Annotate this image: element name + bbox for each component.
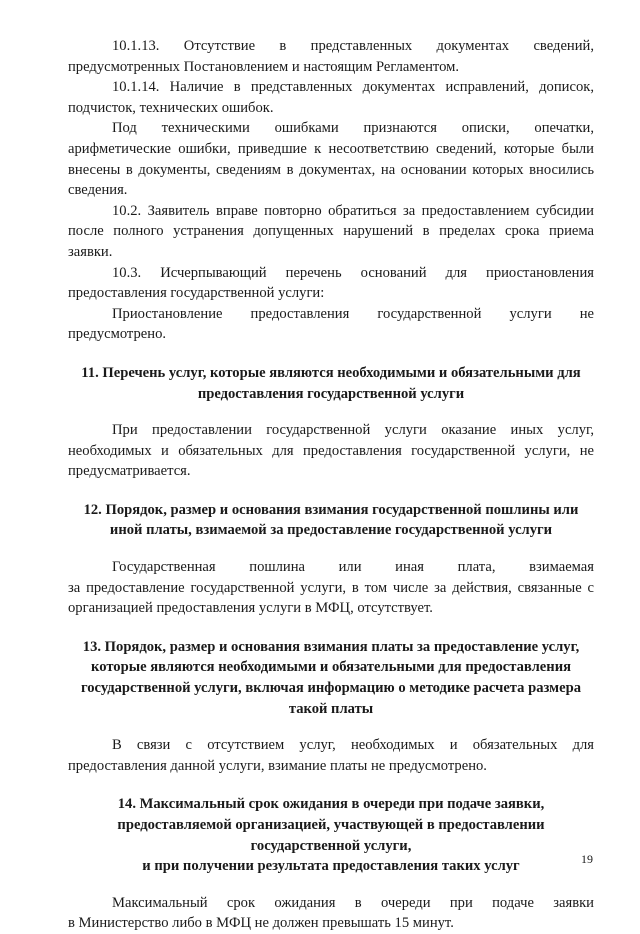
document-page	[68, 36, 594, 934]
section-12-text-first-line: Государственная пошлина или иная плата, взимаемая	[112, 559, 594, 576]
section-12-text: за предоставление государственной услуги, в том числе за действия, связанные с организацией предоставления услуги в МФЦ, отсутствует.	[68, 579, 594, 617]
section-11-heading-line: предоставления государственной услуги	[197, 385, 465, 402]
section-13-heading-line: такой платы	[288, 700, 374, 717]
section-13-text: В связи с отсутствием услуг, необходимых и обязательных для предоставления данной услуги, взимание платы не предусмотрено.	[68, 737, 594, 774]
paragraph-suspension: Приостановление предоставления государственной услуги не предусмотрено.	[68, 305, 594, 343]
section-12-heading	[68, 500, 594, 541]
paragraph-10-3: 10.3. Исчерпывающий перечень оснований для приостановления предоставления государственной услуги:	[68, 264, 594, 302]
section-13-heading-line: государственной услуги, включая информацию о методике расчета размера	[80, 680, 582, 697]
section-14-heading-line: 14. Максимальный срок ожидания в очереди при подаче заявки,	[117, 796, 545, 813]
section-14-text: в Министерство либо в МФЦ не должен превышать 15 минут.	[68, 915, 454, 932]
section-11-heading-line: 11. Перечень услуг, которые являются необходимыми и обязательными для	[81, 364, 581, 381]
paragraph-10-2: 10.2. Заявитель вправе повторно обратиться за предоставлением субсидии после полного устранения допущенных нарушений в пределах срока приема заявки.	[68, 202, 594, 260]
paragraph-technical-errors: Под техническими ошибками признаются описки, опечатки, арифметические ошибки, приведшие к несоответствию сведений, которые были внесены в документы, сведениям в документах, на основании которых вносились сведения.	[68, 120, 594, 199]
section-14-heading	[68, 794, 594, 876]
section-14-heading-line: и при получении результата предоставления таких услуг	[142, 858, 520, 875]
section-12-heading-line: 12. Порядок, размер и основания взимания государственной пошлины или	[83, 501, 579, 518]
page-number: 19	[581, 852, 593, 866]
paragraph-10-1-14: 10.1.14. Наличие в представленных документах исправлений, дописок, подчисток, технических ошибок.	[68, 79, 594, 116]
section-14-heading-line: предоставляемой организацией, участвующей в предоставлении	[117, 817, 545, 833]
section-13-heading	[68, 637, 594, 719]
section-11-text: При предоставлении государственной услуги оказание иных услуг, необходимых и обязательных для предоставления государственной услуги, не предусматривается.	[68, 422, 594, 480]
section-14-heading-line: государственной услуги,	[250, 837, 412, 854]
section-13-heading-line: которые являются необходимыми и обязательными для предоставления	[91, 659, 571, 676]
section-13-heading-line: 13. Порядок, размер и основания взимания платы за предоставление услуг,	[82, 638, 580, 655]
section-14-text-first-line: Максимальный срок ожидания в очереди при подаче заявки	[112, 894, 594, 911]
section-11-heading	[68, 363, 594, 404]
section-12-heading-line: иной платы, взимаемой за предоставление государственной услуги	[109, 522, 553, 539]
paragraph-10-1-13: 10.1.13. Отсутствие в представленных документах сведений, предусмотренных Постановлением и настоящим Регламентом.	[68, 38, 594, 75]
